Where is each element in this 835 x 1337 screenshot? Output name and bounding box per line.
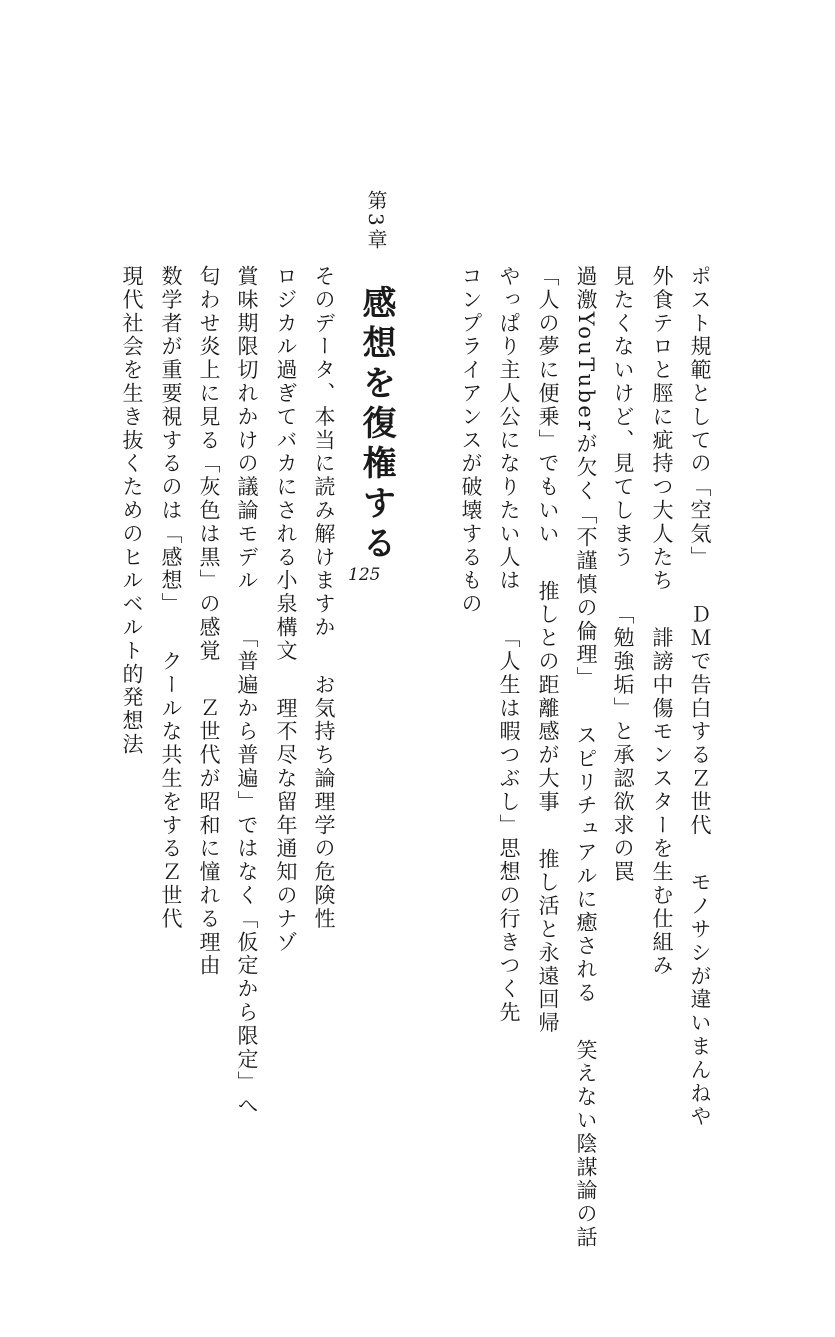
toc-entry[interactable]: クールな共生をするＺ世代 [159, 650, 183, 931]
toc-entry[interactable]: 推し活と永遠回帰 [536, 847, 560, 1036]
page-number: 125 [348, 565, 381, 585]
toc-entry[interactable]: 「人の夢に便乗」でもいい [536, 265, 560, 546]
toc-entry[interactable]: 「人生は暇つぶし」思想の行きつく先 [497, 626, 521, 1025]
toc-column [689, 265, 710, 1129]
toc-column [575, 265, 596, 1249]
toc-entry[interactable]: 理不尽な留年通知のナゾ [274, 696, 298, 955]
toc-entry[interactable]: ポスト規範としての「空気」 [688, 265, 712, 570]
toc-entry[interactable]: Ｚ世代が昭和に憧れる理由 [197, 696, 221, 978]
toc-entry[interactable]: 推しとの距離感が大事 [536, 579, 560, 814]
toc-entry[interactable]: ＤＭで告白するＺ世代 [688, 603, 712, 838]
toc-entry[interactable]: ロジカル過ぎてバカにされる小泉構文 [274, 265, 298, 663]
toc-entry[interactable]: 現代社会を生き抜くためのヒルベルト的発想法 [120, 265, 144, 757]
toc-entry[interactable]: 賞味期限切れかけの議論モデル [235, 265, 259, 593]
toc-entry[interactable]: 「勉強垢」と承認欲求の罠 [611, 603, 635, 885]
chapter-title[interactable]: 感想を復権する [356, 285, 396, 565]
toc-entry[interactable]: 過激YouTuberが欠く「不謹慎の倫理」 [574, 265, 598, 691]
toc-column [236, 265, 257, 1118]
chapter-label: 第3章 [364, 190, 388, 252]
toc-entry[interactable]: 笑えない陰謀論の話 [574, 1038, 598, 1250]
toc-column [313, 265, 334, 931]
toc-column [275, 265, 296, 954]
toc-entry[interactable]: 匂わせ炎上に見る「灰色は黒」の感覚 [197, 265, 221, 663]
toc-entry[interactable]: 誹謗中傷モンスターを生む仕組み [650, 626, 674, 978]
toc-column [198, 265, 219, 978]
toc-column [537, 265, 558, 1035]
toc-entry[interactable]: 数学者が重要視するのは「感想」 [159, 265, 183, 616]
toc-column [498, 265, 519, 1024]
toc-entry[interactable]: そのデータ、本当に読み解けますか [312, 265, 336, 640]
toc-entry[interactable]: お気持ち論理学の危険性 [312, 673, 336, 931]
toc-entry[interactable]: 外食テロと脛に疵持つ大人たち [650, 265, 674, 593]
toc-entry[interactable]: やっぱり主人公になりたい人は [497, 265, 521, 593]
toc-entry[interactable]: 「普遍から普遍」ではなく「仮定から限定」へ [235, 626, 259, 1119]
toc-entry[interactable]: コンプライアンスが破壊するもの [459, 265, 483, 616]
toc-column [460, 265, 481, 616]
toc-entry[interactable]: モノサシが違いまんねや [688, 871, 712, 1129]
toc-column [612, 265, 633, 884]
toc-column [160, 265, 181, 931]
toc-entry[interactable]: スピリチュアルに癒される [574, 724, 598, 1005]
toc-entry[interactable]: 見たくないけど、見てしまう [611, 265, 635, 570]
toc-column [651, 265, 672, 978]
toc-column [121, 265, 142, 756]
